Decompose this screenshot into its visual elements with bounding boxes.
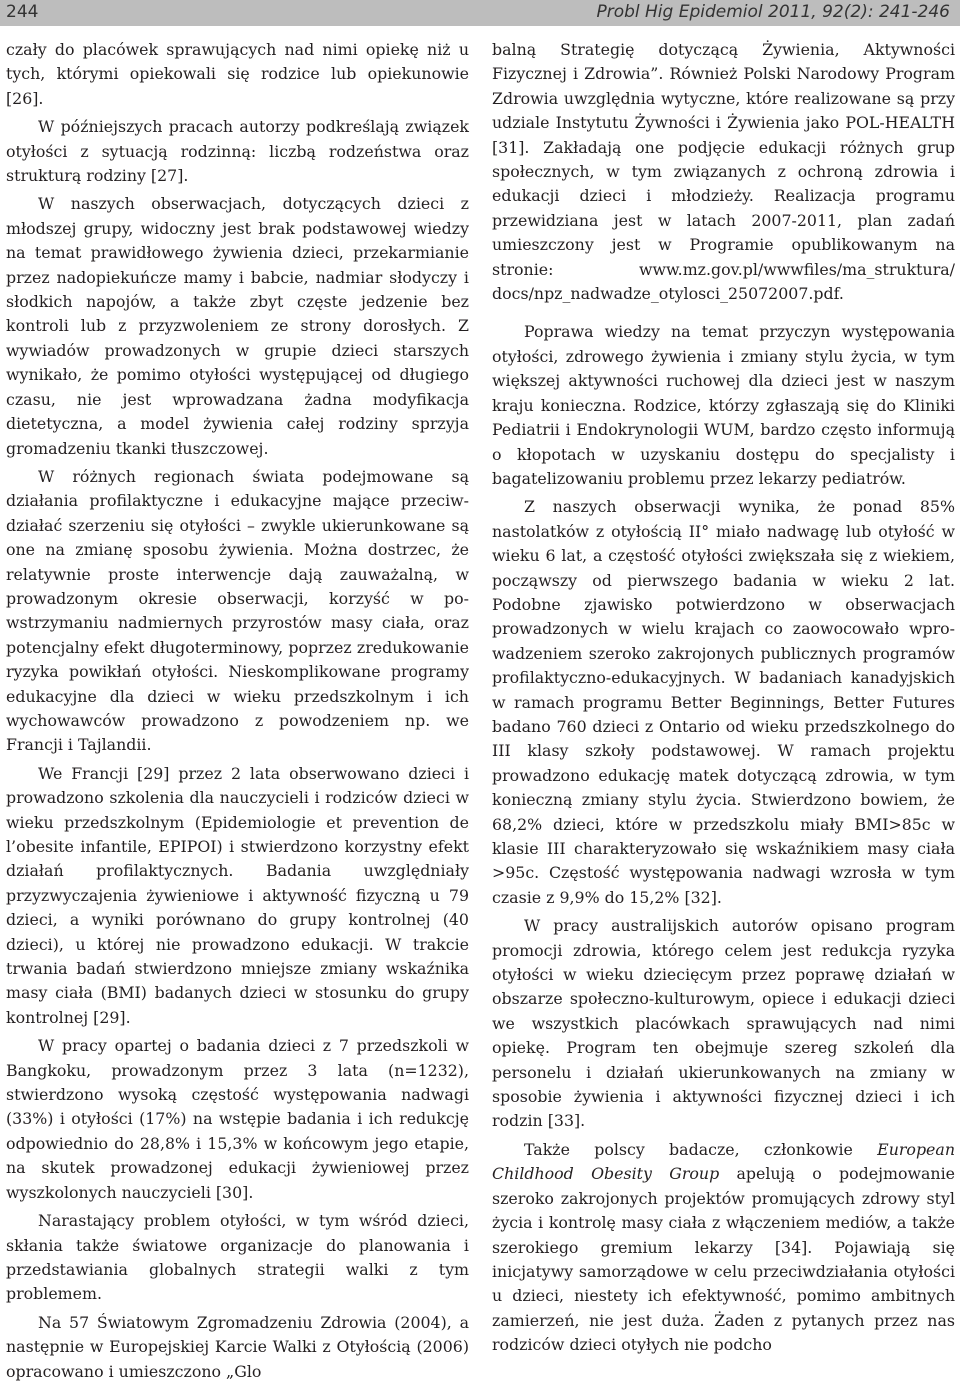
paragraph: W pracy opartej o badania dzieci z 7 przedszkoli w Bangkoku, prowadzonym przez 3 lata (n=1232), stwierdzono wysoką częstość występowania nadwagi (33%) i otyłości (17%) na wstępie badania i ich redukcję odpowiednio do 28,8% i 15,3% w końcowym jego etapie, na skutek prowadzonej edukacji żywieniowej przez wyszkolonych nauczycieli [30]. — [6, 1036, 469, 1202]
paragraph: Z naszych obserwacji wynika, że ponad 85% nastolatków z otyłością II° miało nadwagę lub otyłość w wieku 6 lat, a częstość otyłości zwiększała się z wiekiem, począwszy od pierwszego badania w wieku 2 lat. Podobne zjawisko potwierdzono w obserwacjach prowadzonych w wielu krajach co zaowocowało wprowadzeniem szeroko zakrojonych publicznych programów profilaktyczno-edukacyjnych. W badaniach kanadyjskich w ramach programu Better Beginnings, Better Futures badano 760 dzieci z Ontario od wieku przedszkolnego do III klasy szkoły podstawowej. W ramach projektu prowadzono edukację matek dotyczącą zdrowia, w tym konieczną zmiany stylu życia. Stwierdzono bowiem, że 68,2% dzieci, które w przedszkolu miały BMI>85c w klasie III charakteryzowało się wskaźnikiem masy ciała >95c. Częstość występowania nadwagi wzrosła w tym czasie z 9,9% do 15,2% [32]. — [492, 497, 955, 907]
paragraph-text: apelują o podejmowanie szeroko zakrojonych projektów promujących zdrowy styl życia i kontrolę masy ciała z włączeniem mediów, a także szerokiego gremium lekarzy [34]. Pojawiają się inicjatywy samorządowe w celu przeciwdziałania otyłości u dzieci, niestety ich efektywność, pomimo ambitnych zamierzeń, nie jest duża. Żaden z pytanych przez nas rodziców dzieci otyłych nie podcho — [492, 1164, 955, 1355]
paragraph: W różnych regionach świata podejmowane są działania profilaktyczne i edukacyjne mające przeciwdziałać szerzeniu się otyłości – zwykle ukierunkowane są one na zmianę sposobu żywienia. Można dostrzec, że relatywnie proste interwencje dają zauważalną, w prowadzonym okresie obserwacji, korzyść w powstrzymaniu nadmiernych przyrostów masy ciała, oraz potencjalny efekt długoterminowy, poprzez zredukowanie ryzyka powikłań otyłości. Nieskomplikowane programy edukacyjne dla dzieci w wieku przedszkolnym i ich wychowawców prowadzono z powodzeniem np. we Francji i Tajlandii. — [6, 466, 469, 755]
paragraph-text: Także polscy badacze, członkowie — [524, 1139, 878, 1159]
journal-reference: Probl Hig Epidemiol 2011, 92(2): 241-246 — [596, 2, 950, 22]
paragraph: Poprawa wiedzy na temat przyczyn występowania otyłości, zdrowego żywienia i zmiany stylu życia, w tym większej aktywności ruchowej dla dzieci jest w naszym kraju konieczna. Rodzice, którzy zgłaszają się do Kliniki Pediatrii i Endokrynologii WUM, bardzo często informują o kłopotach w uzyskaniu dostępu do specjalisty i bagatelizowaniu problemu przez lekarzy pediatrów. — [492, 322, 955, 488]
left-column — [6, 38, 469, 1388]
page-number: 244 — [6, 2, 39, 22]
right-column — [492, 38, 955, 1362]
paragraph: W późniejszych pracach autorzy podkreślają związek otyłości z sytuacją rodzinną: liczbą rodzeństwa oraz strukturą rodziny [27]. — [6, 117, 469, 186]
paragraph: Na 57 Światowym Zgromadzeniu Zdrowia (2004), a następnie w Europejskiej Karcie Walki z Otyłością (2006) opracowano i umieszczono „Glo — [6, 1312, 469, 1381]
paragraph: W pracy australijskich autorów opisano program promocji zdrowia, którego celem jest redukcja ryzyka otyłości w wieku dziecięcym przez poprawę działań w obszarze społeczno-kulturowym, opiece i edukacji dzieci we wszystkich placówkach sprawujących nad nimi opiekę. Program ten obejmuje szereg szkoleń dla personelu i działań ukierunkowanych na zmiany w sposobie żywienia i aktywności fizycznej dzieci i ich rodzin [33]. — [492, 916, 955, 1131]
paragraph: Narastający problem otyłości, w tym wśród dzieci, skłania także światowe organizacje do planowania i przedstawiania globalnych strategii walki z tym problemem. — [6, 1211, 469, 1304]
group-name: European Childhood Obesity Group — [492, 1139, 955, 1184]
paragraph — [492, 1138, 955, 1358]
page-header — [0, 0, 960, 26]
paragraph: czały do placówek sprawujących nad nimi opiekę niż u tych, którymi opiekowali się rodzice lub opiekunowie [26]. — [6, 40, 469, 108]
paragraph: We Francji [29] przez 2 lata obserwowano dzieci i prowadzono szkolenia dla nauczycieli i rodziców dzieci w wieku przedszkolnym (Epidemiologie et prevention de l’obesite infantile, EPIPOI) i stwierdzono korzystny efekt działań profilaktycznych. Badania uwzględniały przyzwyczajenia żywieniowe i aktywność fizyczną u 79 dzieci, a wyniki porównano do grupy kontrolnej (40 dzieci), u której nie prowadzono edukacji. W trakcie trwania badań stwierdzono mniejsze zmiany wskaźnika masy ciała (BMI) badanych dzieci w stosunku do grupy kontrolnej [29]. — [6, 763, 469, 1027]
paragraph: W naszych obserwacjach, dotyczących dzieci z młodszej grupy, widoczny jest brak podstawowej wiedzy na temat prawidłowego żywienia dzieci, przekarmianie przez nadopiekuńcze mamy i babcie, nadmiar słodyczy i słodkich napojów, a także zbyt częste jedzenie bez kontroli lub z przyzwoleniem ze strony dorosłych. Z wywiadów prowadzonych w grupie dzieci starszych wynikało, że pomimo otyłości występującej od długiego czasu, nie jest wprowadzana żadna modyfikacja dietetyczna, a model żywienia całej rodziny sprzyja gromadzeniu tkanki tłuszczowej. — [6, 194, 469, 458]
paragraph: balną Strategię dotyczącą Żywienia, Aktywności Fizycznej i Zdrowia”. Również Polski Narodowy Program Zdrowia uwzględnia wytyczne, które realizowane są przy udziale Instytutu Żywności i Żywienia jako POL-HEALTH [31]. Zakładają one podjęcie edukacji różnych grup społecznych, w tym związanych z ochroną zdrowia i edukacji dzieci i młodzieży. Realizacja programu przewidziana jest w latach 2007-2011, plan zadań umieszczony jest w Programie opublikowanym na stronie: www.mz.gov.pl/wwwfiles/ma_struktura/ docs/npz_nadwadze_otylosci_25072007.pdf. — [492, 40, 955, 304]
